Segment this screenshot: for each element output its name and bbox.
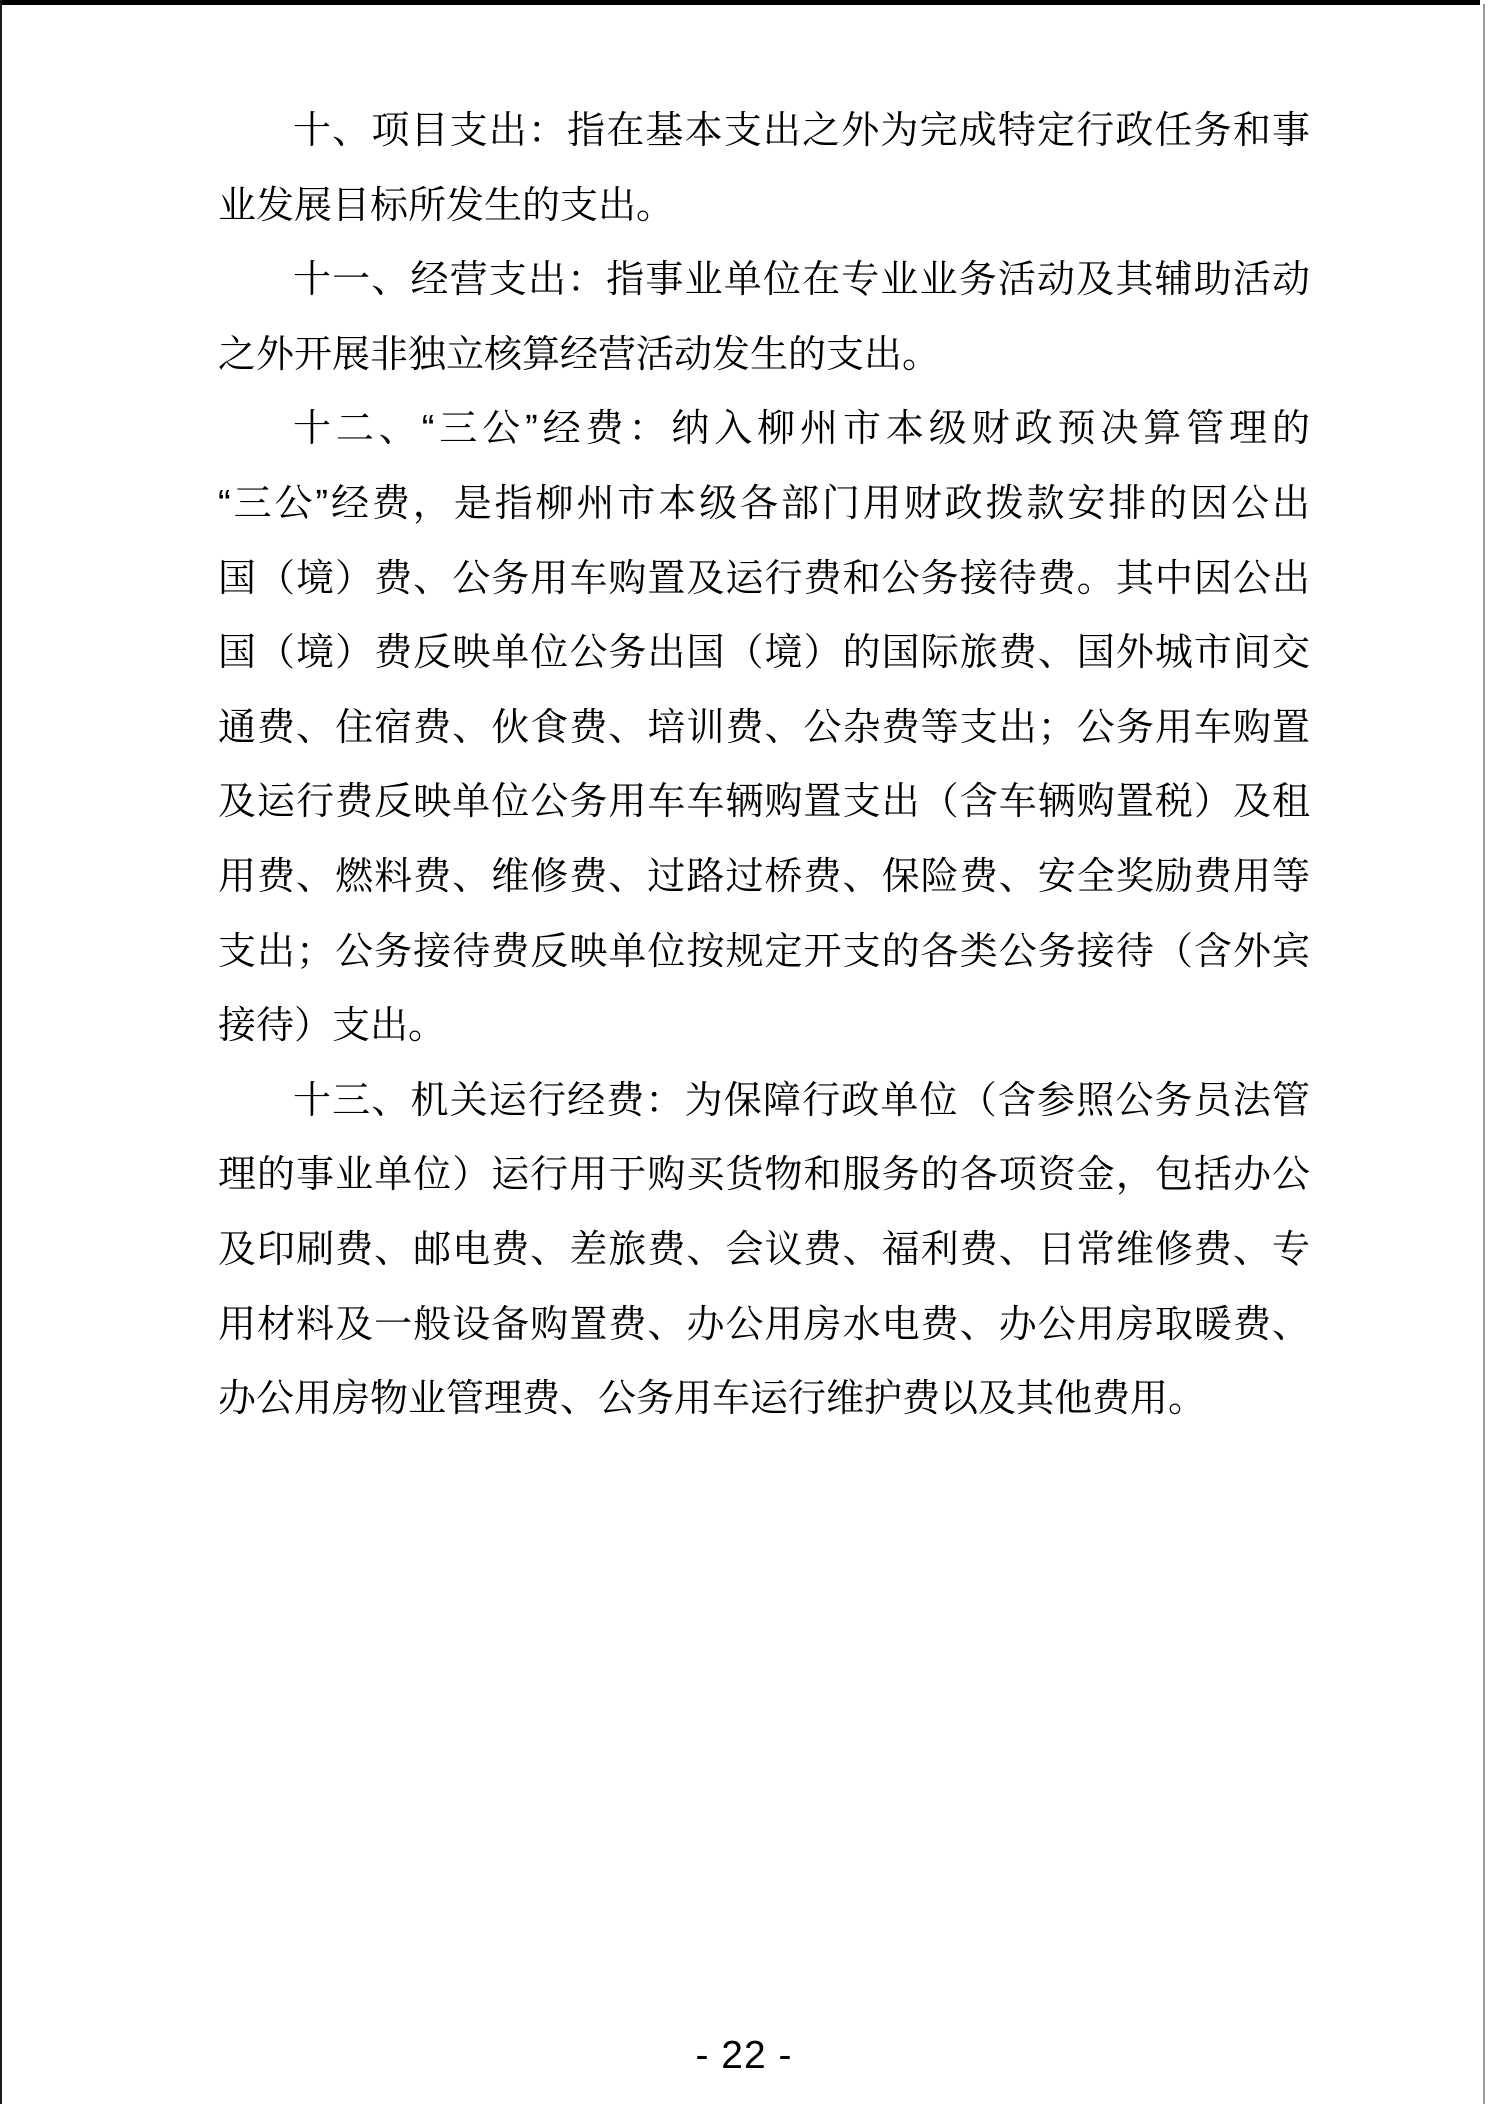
scan-artifact-left-edge <box>0 0 2 2104</box>
text-line: 十一、经营支出：指事业单位在专业业务活动及其辅助活动 <box>293 259 1310 302</box>
text-line: 十、项目支出：指在基本支出之外为完成特定行政任务和事 <box>293 110 1310 152</box>
document-text <box>218 94 1310 1437</box>
text-line: 十二、“三公”经费：纳入柳州市本级财政预决算管理的 <box>293 408 1310 451</box>
text-line: “三公”经费，是指柳州市本级各部门用财政拨款安排的因公出 <box>218 482 1310 525</box>
page-number: - 22 - <box>695 2034 793 2077</box>
scan-artifact-top-bar <box>0 0 1480 5</box>
text-line: 十三、机关运行经费：为保障行政单位（含参照公务员法管 <box>293 1079 1310 1122</box>
text-line: 用材料及一般设备购置费、办公用房水电费、办公用房取暖费、 <box>218 1303 1310 1346</box>
text-line: 国（境）费、公务用车购置及运行费和公务接待费。其中因公出 <box>218 557 1310 600</box>
text-line: 支出；公务接待费反映单位按规定开支的各类公务接待（含外宾 <box>218 930 1310 973</box>
text-line: 接待）支出。 <box>218 1005 447 1048</box>
text-line: 理的事业单位）运行用于购买货物和服务的各项资金，包括办公 <box>218 1154 1310 1197</box>
text-line: 通费、住宿费、伙食费、培训费、公杂费等支出；公务用车购置 <box>218 706 1310 749</box>
text-line: 国（境）费反映单位公务出国（境）的国际旅费、国外城市间交 <box>218 632 1310 675</box>
text-line: 用费、燃料费、维修费、过路过桥费、保险费、安全奖励费用等 <box>218 855 1310 898</box>
text-line: 业发展目标所发生的支出。 <box>218 184 675 227</box>
text-line: 及运行费反映单位公务用车车辆购置支出（含车辆购置税）及租 <box>218 781 1310 824</box>
text-line: 之外开展非独立核算经营活动发生的支出。 <box>218 333 941 376</box>
text-line: 办公用房物业管理费、公务用车运行维护费以及其他费用。 <box>218 1378 1207 1421</box>
scan-artifact-right-edge <box>1483 4 1485 2104</box>
text-line: 及印刷费、邮电费、差旅费、会议费、福利费、日常维修费、专 <box>218 1228 1310 1271</box>
